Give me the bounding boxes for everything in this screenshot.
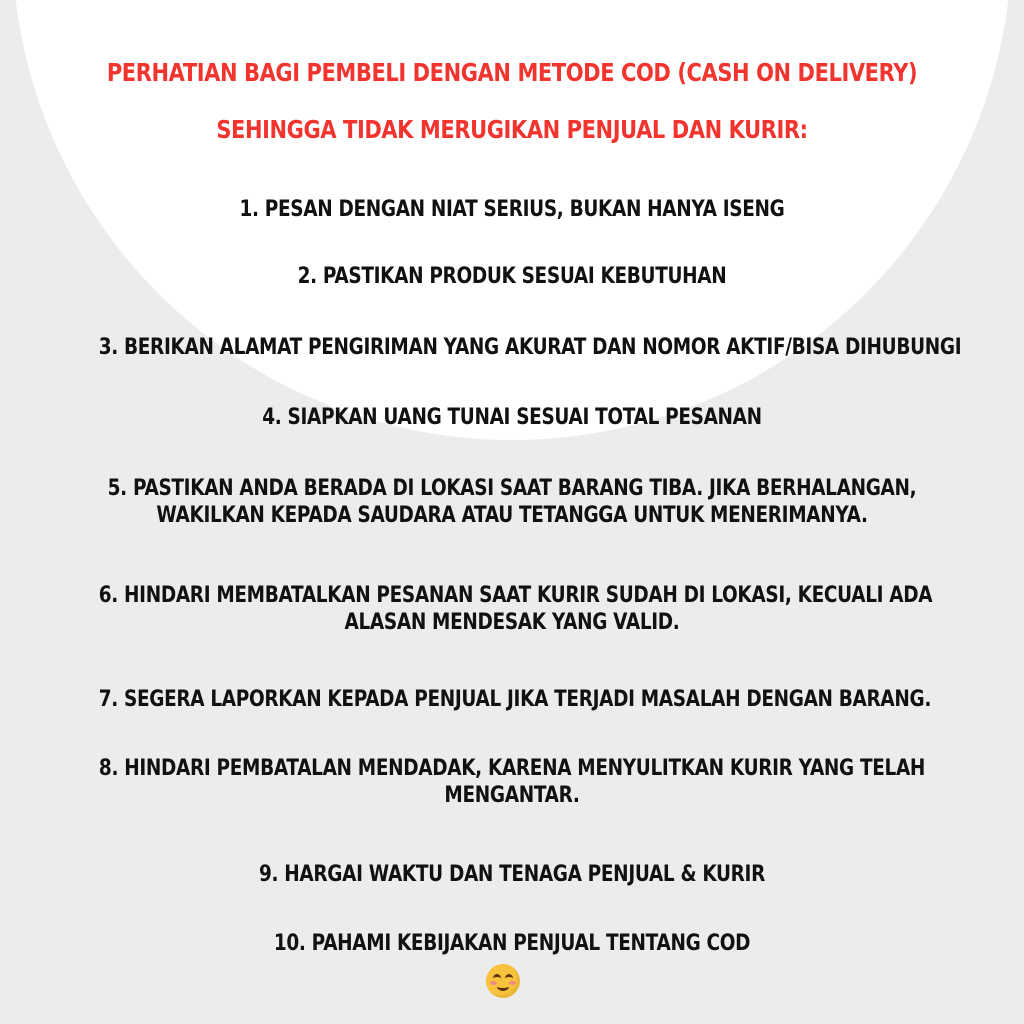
list-item-line: 2. PASTIKAN PRODUK SESUAI KEBUTUHAN — [297, 264, 727, 289]
list-item-line: MENGANTAR. — [444, 783, 580, 808]
list-item — [20, 755, 1004, 809]
list-item-line: 1. PESAN DENGAN NIAT SERIUS, BUKAN HANYA ISENG — [239, 197, 785, 222]
list-item-line: 7. SEGERA LAPORKAN KEPADA PENJUAL JIKA TERJADI MASALAH DENGAN BARANG. — [98, 687, 932, 712]
list-item — [20, 475, 1004, 529]
list-item-line: 6. HINDARI MEMBATALKAN PESANAN SAAT KURIR SUDAH DI LOKASI, KECUALI ADA — [98, 583, 933, 608]
list-item-line: 3. BERIKAN ALAMAT PENGIRIMAN YANG AKURAT DAN NOMOR AKTIF/BISA DIHUBUNGI — [98, 335, 962, 360]
list-item — [20, 861, 1004, 888]
list-item-line: 8. HINDARI PEMBATALAN MENDADAK, KARENA MENYULITKAN KURIR YANG TELAH — [98, 756, 926, 781]
list-item — [20, 930, 1004, 957]
list-item-line: 4. SIAPKAN UANG TUNAI SESUAI TOTAL PESANAN — [262, 405, 762, 430]
list-item — [20, 196, 1004, 223]
list-item-line: WAKILKAN KEPADA SAUDARA ATAU TETANGGA UNTUK MENERIMANYA. — [156, 503, 868, 528]
list-item — [20, 263, 1004, 290]
list-item — [20, 404, 1004, 431]
list-item-line: 10. PAHAMI KEBIJAKAN PENJUAL TENTANG COD — [273, 931, 751, 956]
list-item — [20, 334, 1004, 361]
list-item — [20, 582, 1004, 636]
list-item-line: ALASAN MENDESAK YANG VALID. — [344, 610, 680, 635]
list-item-line: 9. HARGAI WAKTU DAN TENAGA PENJUAL & KURIR — [259, 862, 765, 887]
smiling-face-icon — [486, 964, 520, 998]
list-item — [20, 686, 1004, 713]
list-item-line: 5. PASTIKAN ANDA BERADA DI LOKASI SAAT BARANG TIBA. JIKA BERHALANGAN, — [107, 476, 917, 501]
heading-line-2: SEHINGGA TIDAK MERUGIKAN PENJUAL DAN KURIR: — [216, 115, 808, 144]
heading-line-1: PERHATIAN BAGI PEMBELI DENGAN METODE COD (CASH ON DELIVERY) — [106, 58, 918, 87]
